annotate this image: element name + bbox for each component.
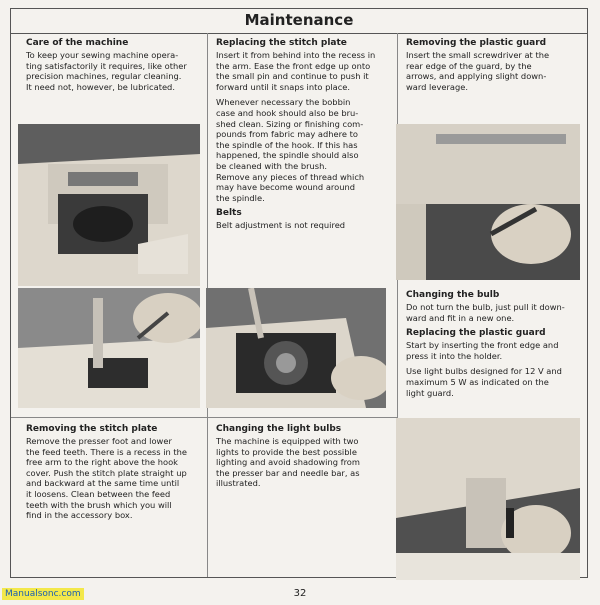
changing-bulb-heading: Changing the bulb <box>406 290 500 300</box>
light-bulb-photo <box>396 418 580 580</box>
replace-guard-heading: Replacing the plastic guard <box>406 328 546 339</box>
plastic-guard-photo <box>396 124 580 280</box>
replace-plate-text: Insert it from behind into the recess in the arm. Ease the front edge up onto the small pin and continue to push it forward until it snaps into place. <box>216 50 376 92</box>
page-title: Maintenance <box>11 9 587 34</box>
replace-plate-section <box>216 38 394 231</box>
replace-guard-text: Start by inserting the front edge and press it into the holder. <box>406 340 559 361</box>
replace-plate-heading: Replacing the stitch plate <box>216 38 347 48</box>
machine-overview-photo <box>18 124 200 286</box>
remove-guard-text: Insert the small screwdriver at the rear edge of the guard, by the arrows, and applying slight down- ward leverage. <box>406 50 550 92</box>
remove-plate-text: Remove the presser foot and lower the feed teeth. There is a recess in the free arm to the right above the hook cover. Push the stitch plate straight up and backward at the same time until it loosens. Clean between the feed teeth with the brush which you will find in the accessory box. <box>26 436 188 521</box>
light-bulbs-text: The machine is equipped with two lights to provide the best possible lighting and avoid shadowing from the presser bar and needle bar, as illustrated. <box>216 436 360 489</box>
care-heading: Care of the machine <box>26 38 129 48</box>
source-link[interactable]: Manualsonc.com <box>2 588 84 600</box>
remove-plate-section <box>26 424 202 521</box>
section-divider <box>11 417 397 418</box>
bulb-voltage-text: Use light bulbs designed for 12 V and maximum 5 W as indicated on the light guard. <box>406 366 562 398</box>
light-bulbs-heading: Changing the light bulbs <box>216 424 342 434</box>
light-bulbs-section <box>216 424 392 489</box>
care-text: To keep your sewing machine opera- ting satisfactorily it requires, like other precision machines, regular cleaning. It need not, however, be lubricated. <box>26 50 187 92</box>
care-section <box>26 38 202 92</box>
stitch-plate-photo <box>18 288 200 408</box>
bulb-section <box>406 290 582 398</box>
belts-text: Belt adjustment is not required <box>216 220 346 231</box>
belts-heading: Belts <box>216 208 242 219</box>
changing-bulb-text: Do not turn the bulb, just pull it down- ward and fit in a new one. <box>406 302 565 323</box>
bobbin-text: Whenever necessary the bobbin case and hook should also be bru- shed clean. Sizing or finishing com- pounds from fabric may adhere to the spindle of the hook. If this has happened, the spindle should also be cleaned with the brush. Remove any pieces of thread which may have become wound around the spindle. <box>216 97 365 203</box>
page-number: 32 <box>293 588 307 599</box>
bobbin-case-photo <box>206 288 386 408</box>
remove-guard-heading: Removing the plastic guard <box>406 38 547 48</box>
remove-guard-section <box>406 38 581 92</box>
remove-plate-heading: Removing the stitch plate <box>26 424 158 434</box>
